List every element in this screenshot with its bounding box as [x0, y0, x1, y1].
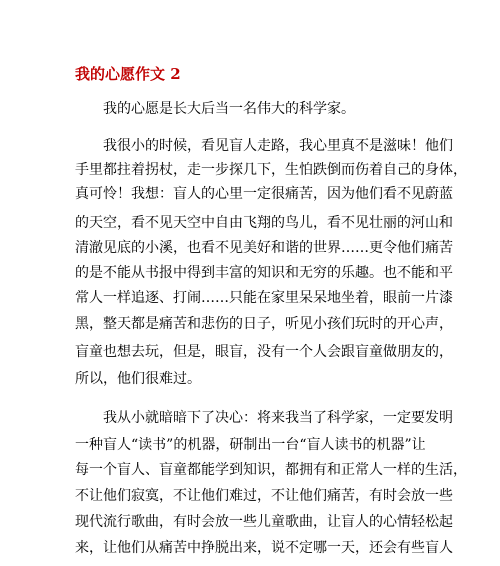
essay-line: 来，让他们从痛苦中挣脱出来，说不定哪一天，还会有些盲人: [75, 540, 453, 556]
essay-line: 我从小就暗暗下了决心：将来我当了科学家，一定要发明: [75, 410, 453, 426]
essay-line: 我很小的时候，看见盲人走路，我心里真不是滋味！他们: [75, 138, 453, 154]
essay-line: 盲童也想去玩，但是，眼盲，没有一个人会跟盲童做朋友的，: [75, 344, 453, 360]
essay-line: 清澈见底的小溪，也看不见美好和谐的世界……更令他们痛苦: [75, 240, 453, 256]
essay-line: 的是不能从书报中得到丰富的知识和无穷的乐趣。也不能和平: [75, 265, 453, 281]
essay-line: 黑，整天都是痛苦和悲伤的日子，听见小孩们玩时的开心声，: [75, 316, 453, 332]
essay-line: 手里都拄着拐杖，走一步探几下，生怕跌倒而伤着自己的身体，: [75, 162, 467, 178]
essay-title: 我的心愿作文 2: [75, 65, 181, 83]
essay-line: 常人一样追逐、打闹……只能在家里呆呆地坐着，眼前一片漆: [75, 290, 453, 306]
essay-line: 一种盲人“读书”的机器，研制出一台“盲人读书的机器”让: [75, 437, 426, 453]
essay-line: 的天空，看不见天空中自由飞翔的鸟儿，看不见壮丽的河山和: [75, 215, 453, 231]
essay-line: 每一个盲人、盲童都能学到知识，都拥有和正常人一样的生活，: [75, 462, 467, 478]
essay-line: 不让他们寂寞，不让他们难过，不让他们痛苦，有时会放一些: [75, 488, 453, 504]
essay-line: 现代流行歌曲，有时会放一些儿童歌曲，让盲人的心情轻松起: [75, 514, 453, 530]
essay-line: 所以，他们很难过。: [75, 371, 201, 387]
essay-line: 真可怜！我想：盲人的心里一定很痛苦，因为他们看不见蔚蓝: [75, 186, 453, 202]
essay-line: 我的心愿是长大后当一名伟大的科学家。: [75, 101, 355, 117]
